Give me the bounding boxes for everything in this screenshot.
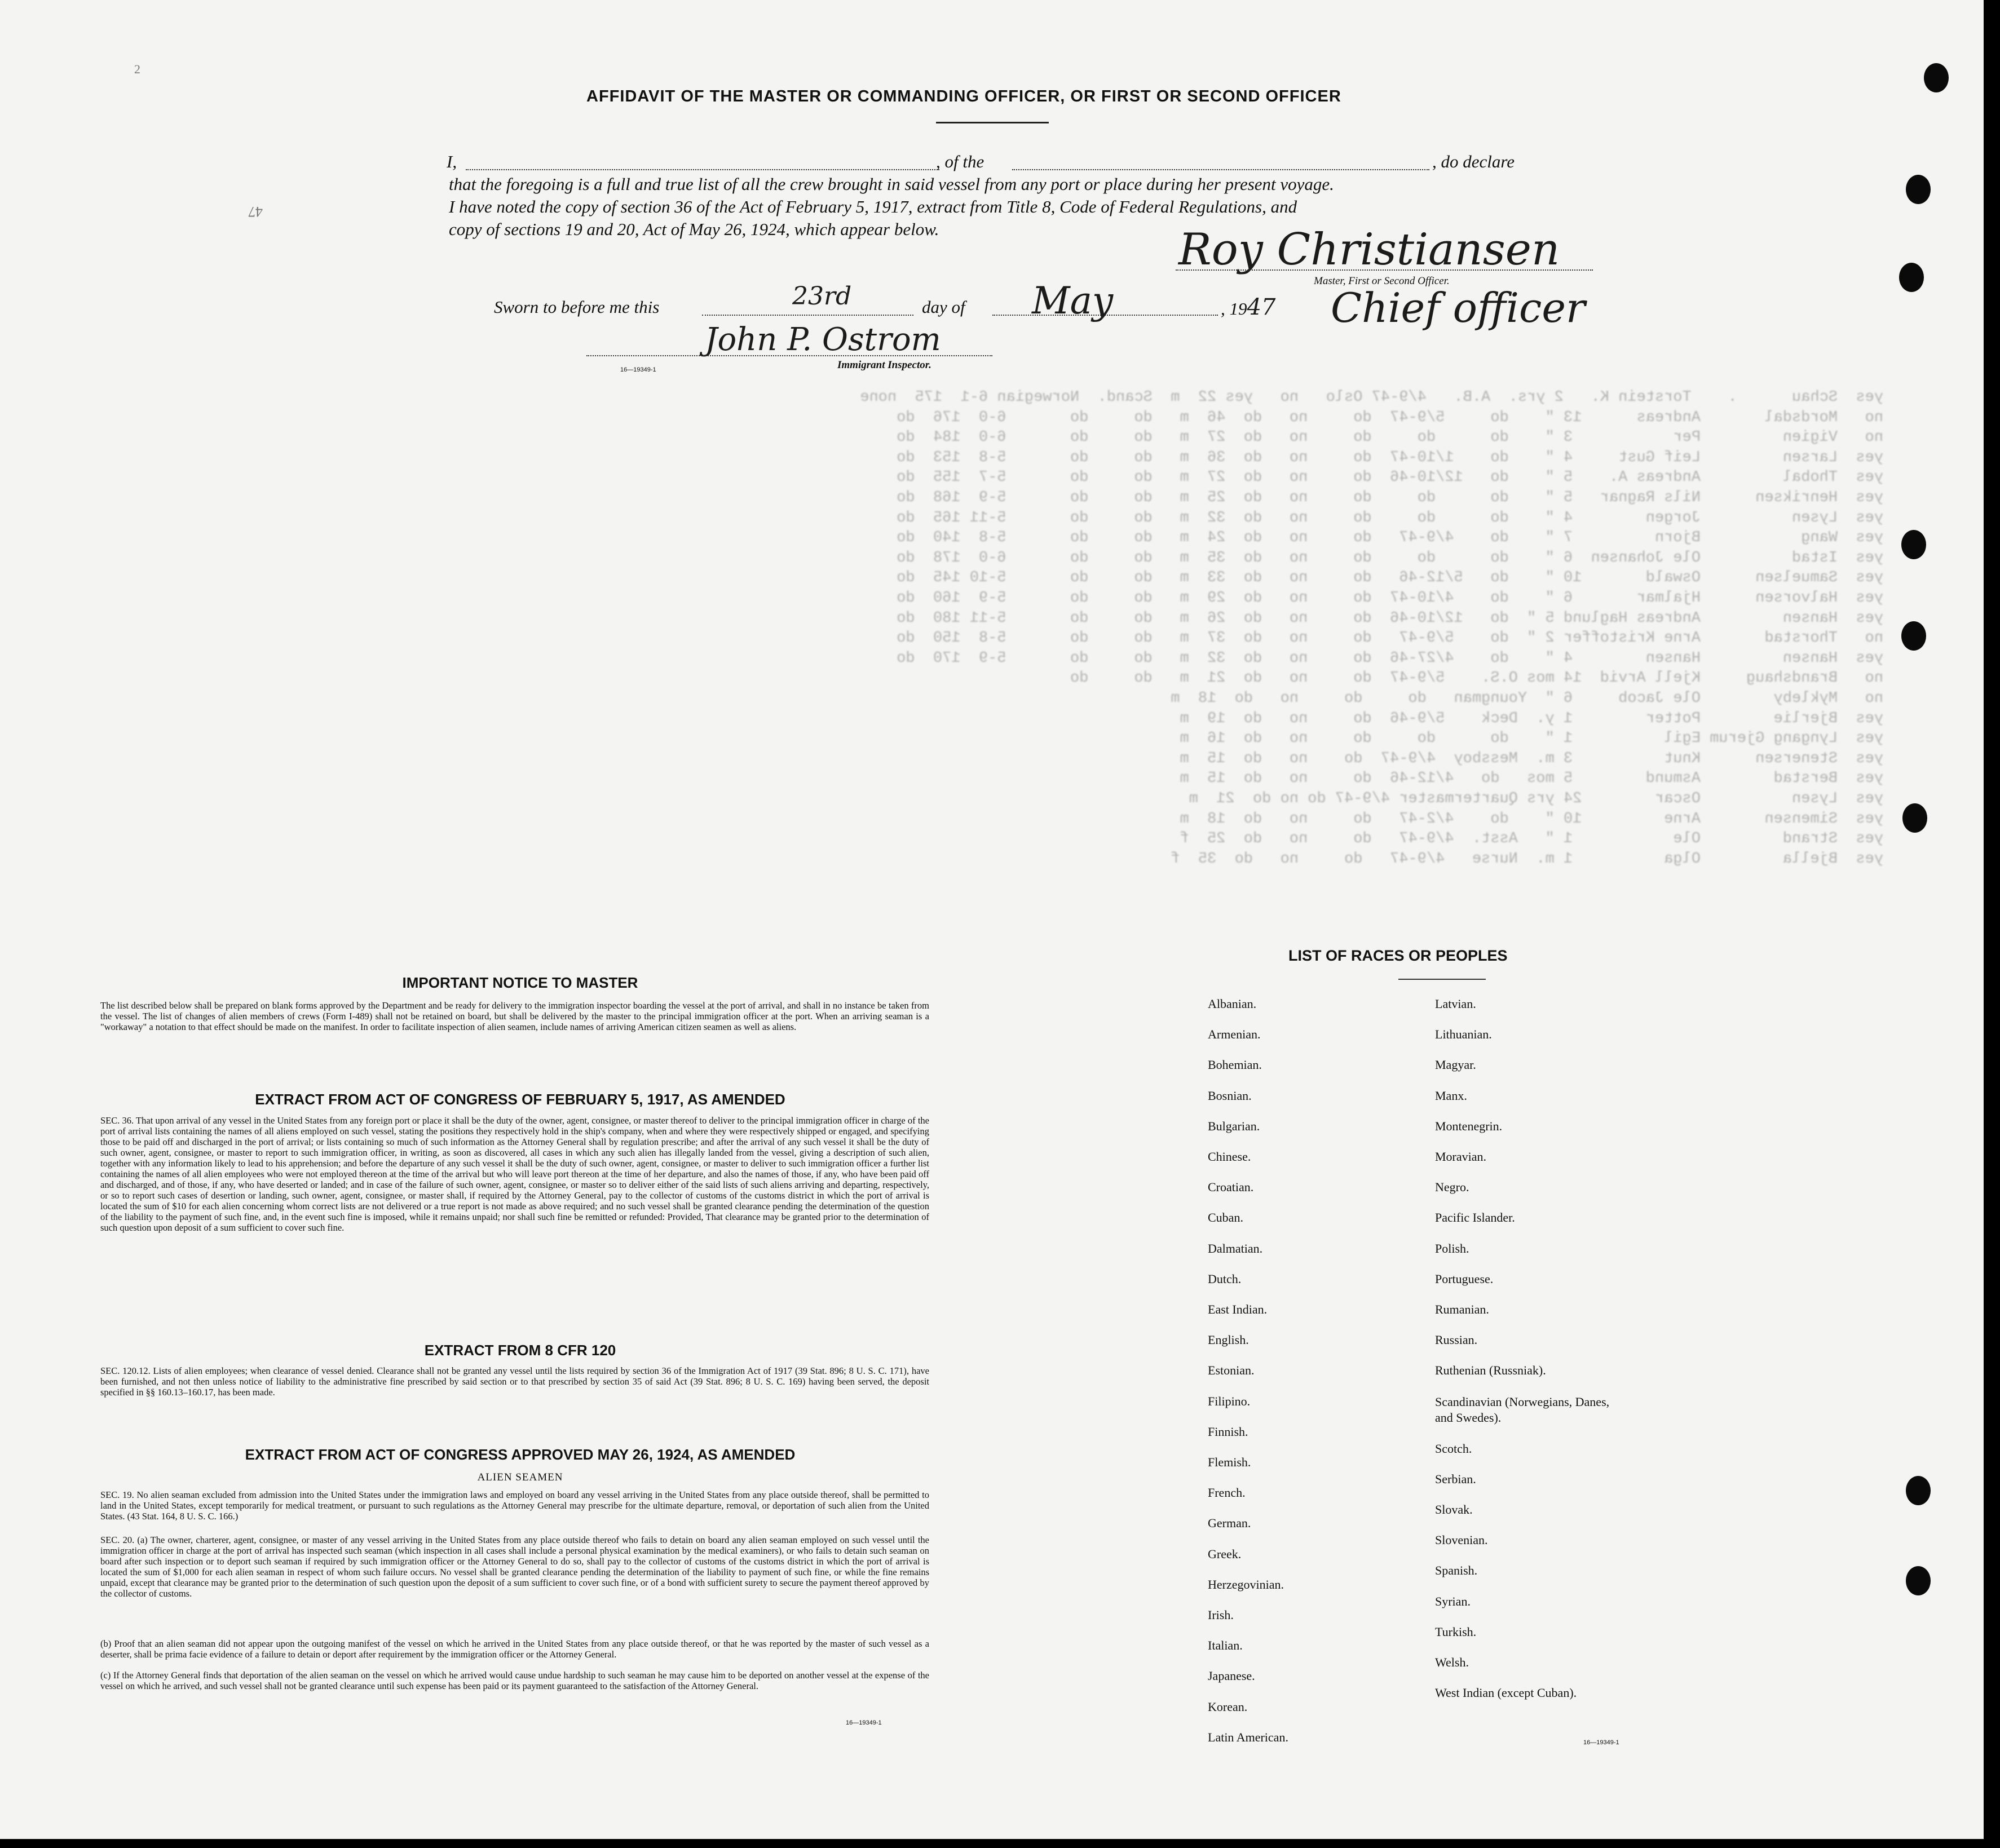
declaration-i: I, bbox=[447, 152, 457, 171]
notice-text: The list described below shall be prepared on blank forms approved by the Department and be ready for delivery to the immigration inspector boarding the vessel at the port of arrival, and shall in no instance be taken from the vessel. The list of changes of alien members of crews (Form I-489) shall not be retained on board, but shall be delivered by the master to the principal immigration officer at the port. When an arriving seaman is a "workaway" a notation to that effect should be made on the manifest. In order to facilitate inspection of alien seamen, include names of arriving American citizen seamen as well as aliens. bbox=[100, 1000, 929, 1032]
extract-cfr-title: EXTRACT FROM 8 CFR 120 bbox=[424, 1342, 616, 1359]
inspector-caption: Immigrant Inspector. bbox=[837, 359, 931, 371]
race-item: Negro. bbox=[1435, 1180, 1469, 1195]
race-item: Spanish. bbox=[1435, 1563, 1478, 1578]
bleed-through-row: yes Berstad Asmund 5 mos do 4/12-46 do no do 15 m bbox=[1180, 770, 1883, 788]
race-item: Magyar. bbox=[1435, 1058, 1476, 1072]
race-item: Bulgarian. bbox=[1208, 1118, 1260, 1133]
punch-hole bbox=[1906, 1566, 1931, 1595]
sworn-day-of: day of bbox=[922, 297, 965, 317]
race-item: Dalmatian. bbox=[1208, 1241, 1263, 1255]
name-blank bbox=[466, 169, 939, 170]
race-item: Filipino. bbox=[1208, 1394, 1251, 1408]
bleed-through-row: yes Lyngang Gjerum Egil 1 " do do do no do 16 m bbox=[1180, 730, 1883, 748]
bleed-through-row: yes Schau . Torstein K. 2 yrs. A.B. 4/9-47 Oslo no yes 22 m Scand. Norwegian 6-1 175 none bbox=[860, 389, 1883, 406]
master-signature: Roy Christiansen bbox=[1178, 224, 1560, 275]
signature-line bbox=[1176, 269, 1593, 271]
bleed-through-row: yes Thobal Andreas A. 5 " do 12/10-46 do no do 27 m do do 5-7 155 do bbox=[897, 469, 1883, 487]
punch-hole bbox=[1899, 263, 1924, 292]
race-item: Latvian. bbox=[1435, 997, 1476, 1011]
bleed-through-row: yes Wang Bjorn 7 " do 4/9-47 do no do 24 m do do 5-8 140 do bbox=[897, 529, 1883, 547]
race-item: Estonian. bbox=[1208, 1363, 1255, 1378]
margin-mark: 47 bbox=[248, 204, 263, 220]
race-item: French. bbox=[1208, 1486, 1246, 1500]
punch-hole bbox=[1902, 803, 1927, 833]
bleed-through-row: yes Istad Ole Johansen 6 " do do do no do 35 m do do 6-0 178 do bbox=[897, 549, 1883, 567]
corner-page-number: 2 bbox=[134, 62, 140, 76]
sworn-year-prefix: , 19 bbox=[1221, 299, 1247, 319]
bleed-through-row: yes Larsen Leif Gust 4 " do 1/10-47 do no do 36 m do do 5-8 153 do bbox=[897, 449, 1883, 466]
extract-form-number: 16—19349-1 bbox=[846, 1719, 882, 1726]
extract-cfr-text: SEC. 120.12. Lists of alien employees; when clearance of vessel denied. Clearance shall not be granted any vessel until the lists required by section 36 of the Immigration Act of 1917 (39 Stat. 896; 8 U. S. C. 171), have been furnished, and not then unless notice of liability to the administrative fine prescribed by said section or to that prescribed by section 35 of said Act (39 Stat. 896; 8 U. S. C. 169) having been served, the deposit specified in §§ 160.13–160.17, has been made. bbox=[100, 1365, 929, 1398]
race-item: Slovak. bbox=[1435, 1502, 1473, 1517]
bleed-through-row: no Mordsdal Andreas 13 " do 5/9-47 do no do 46 m do do 6-0 176 do bbox=[897, 409, 1883, 426]
extract-1924-sec20c: (c) If the Attorney General finds that deportation of the alien seaman on the vessel on which he arrived would cause undue hardship to such seaman he may cause him to be deported on another vessel at the expense of the vessel on which he arrived, and such vessel shall not be granted clearance until such expense has been paid or its payment guaranteed to the satisfaction of the Attorney General. bbox=[100, 1670, 929, 1691]
race-item: Welsh. bbox=[1435, 1655, 1469, 1669]
race-item: Japanese. bbox=[1208, 1669, 1255, 1683]
race-item: Scandinavian (Norwegians, Danes, and Swedes). bbox=[1435, 1394, 1610, 1425]
sworn-prefix: Sworn to before me this bbox=[494, 297, 660, 317]
extract-1924-sec20a: SEC. 20. (a) The owner, charterer, agent, consignee, or master of any vessel arriving in the United States from any place outside thereof who fails to detain on board any alien seaman employed on such vessel until the immigration officer in charge at the port of arrival has inspected such seaman (which inspection in all cases shall include a personal physical examination by the medical examiners), or who fails to detain such seaman on board after such inspection or to deport such seaman if required by such immigration officer or the Attorney General to do so, shall pay to the collector of customs of the customs district in which the port of arrival is located the sum of $1,000 for each alien seaman in respect of whom such failure occurs. No vessel shall be granted clearance pending the determination of the liability to payment of such fine, or while the fine remains unpaid, except that clearance may be granted prior to the determination of such question upon the deposit of a sum sufficient to cover such fine, or of a bond with sufficient surety to secure the payment thereof approved by the collector of customs. bbox=[100, 1535, 929, 1599]
race-item: Manx. bbox=[1435, 1088, 1467, 1103]
bleed-through-row: yes Bjella Olga 1 m. Nurse 4/9-47 do no do 35 f bbox=[1171, 850, 1883, 868]
notice-title: IMPORTANT NOTICE TO MASTER bbox=[402, 974, 638, 991]
bleed-through-row: yes Lysen Oscar 24 yrs Quartermaster 4/9-47 do no do 21 m bbox=[1189, 790, 1883, 807]
race-item: Scotch. bbox=[1435, 1441, 1472, 1456]
race-item: Montenegrin. bbox=[1435, 1118, 1503, 1133]
bleed-through-row: yes Henriksen Nils Ragnar 5 " do do do no do 25 m do do 5-9 168 do bbox=[897, 489, 1883, 506]
extract-1924-sec20b: (b) Proof that an alien seaman did not appear upon the outgoing manifest of the vessel on which he arrived in the United States from any place outside thereof, or that he was reported by the master of such vessel as a deserter, shall be prima facie evidence of a failure to detain or deport after requirement by the immigration officer or the Attorney General. bbox=[100, 1638, 929, 1660]
officer-role-handwritten: Chief officer bbox=[1331, 284, 1586, 331]
declaration-of-the: , of the bbox=[936, 152, 984, 171]
punch-hole bbox=[1906, 1476, 1931, 1505]
race-item: Armenian. bbox=[1208, 1027, 1261, 1042]
bleed-through-row: no Mykleby Ole Jacob 6 " Youngman do do no do 18 m bbox=[1171, 690, 1883, 707]
race-item: Albanian. bbox=[1208, 997, 1257, 1011]
race-item: Greek. bbox=[1208, 1546, 1242, 1561]
race-item: Lithuanian. bbox=[1435, 1027, 1492, 1042]
inspector-line bbox=[586, 355, 992, 356]
bleed-through-row: yes Hansen Andreas Haglund 5 " do 12/10-46 do no do 26 m do do 5-11 180 do bbox=[897, 609, 1883, 627]
race-item: Syrian. bbox=[1435, 1594, 1471, 1608]
declaration-line-2: that the foregoing is a full and true list of all the crew brought in said vessel from any port or place during her present voyage. bbox=[449, 174, 1334, 194]
bleed-through-row: yes Strand Ole 1 " Asst. 4/9-47 do no do 25 f bbox=[1180, 830, 1883, 848]
bleed-through-row: yes Stenersen Knut 3 m. Messboy 4/9-47 do no do 15 m bbox=[1180, 750, 1883, 767]
race-item: Herzegovinian. bbox=[1208, 1577, 1284, 1591]
bleed-through-row: yes Hansen Hansen 4 " do 4/27-46 do no do 32 m do do 5-9 170 do bbox=[897, 649, 1883, 667]
bleed-through-row: yes Lysen Jorgen 4 " do do do no do 32 m do do 5-11 165 do bbox=[897, 509, 1883, 527]
inspector-signature: John P. Ostrom bbox=[705, 321, 941, 358]
race-item: Irish. bbox=[1208, 1608, 1234, 1622]
bleed-through-row: yes Halvorsen Hjalmar 6 " do 4/10-47 do no do 29 m do do 5-9 160 do bbox=[897, 590, 1883, 607]
bleed-through-row: no Vigien Per 3 " do do do no do 27 m do do 6-0 184 do bbox=[897, 429, 1883, 446]
race-item: Chinese. bbox=[1208, 1150, 1251, 1164]
page-title: AFFIDAVIT OF THE MASTER OR COMMANDING OFFICER, OR FIRST OR SECOND OFFICER bbox=[586, 87, 1341, 105]
race-item: Slovenian. bbox=[1435, 1533, 1488, 1548]
race-item: Pacific Islander. bbox=[1435, 1210, 1515, 1225]
extract-1924-subtitle: ALIEN SEAMEN bbox=[477, 1471, 563, 1483]
races-title: LIST OF RACES OR PEOPLES bbox=[1288, 947, 1508, 964]
race-item: Polish. bbox=[1435, 1241, 1469, 1255]
bleed-through-row: no Brandshaug Kjell Arvid 14 mos O.S. 5/9-47 do no do 21 m do do bbox=[1070, 670, 1883, 687]
race-item: East Indian. bbox=[1208, 1302, 1268, 1316]
extract-1924-title: EXTRACT FROM ACT OF CONGRESS APPROVED MAY 26, 1924, AS AMENDED bbox=[245, 1446, 796, 1463]
race-item: Latin American. bbox=[1208, 1730, 1288, 1744]
sworn-year: 47 bbox=[1247, 294, 1276, 320]
punch-hole bbox=[1906, 175, 1931, 204]
master-caption: Master, First or Second Officer. bbox=[1314, 275, 1450, 287]
race-item: English. bbox=[1208, 1333, 1249, 1347]
race-item: Dutch. bbox=[1208, 1271, 1242, 1286]
vessel-blank bbox=[1012, 169, 1429, 170]
races-form-number: 16—19349-1 bbox=[1583, 1739, 1619, 1746]
race-item: West Indian (except Cuban). bbox=[1435, 1686, 1577, 1700]
bleed-through-row: yes Samuelsen Oswald 10 " do 5/12-46 do no do 33 m do do 5-10 145 do bbox=[897, 569, 1883, 587]
race-item: Portuguese. bbox=[1435, 1271, 1494, 1286]
declaration-line-3: I have noted the copy of section 36 of the Act of February 5, 1917, extract from Title 8, Code of Federal Regulations, and bbox=[449, 197, 1297, 216]
race-item: Flemish. bbox=[1208, 1455, 1251, 1469]
punch-hole bbox=[1901, 621, 1926, 651]
sworn-month: May bbox=[1032, 279, 1114, 322]
race-item: Bohemian. bbox=[1208, 1058, 1262, 1072]
race-item: Bosnian. bbox=[1208, 1088, 1252, 1103]
race-item: Ruthenian (Russniak). bbox=[1435, 1363, 1546, 1378]
race-item: Italian. bbox=[1208, 1638, 1243, 1653]
day-blank bbox=[702, 315, 913, 316]
race-item: Serbian. bbox=[1435, 1471, 1476, 1486]
extract-1917-title: EXTRACT FROM ACT OF CONGRESS OF FEBRUARY 5, 1917, AS AMENDED bbox=[255, 1091, 785, 1108]
race-item: Croatian. bbox=[1208, 1180, 1254, 1195]
extract-1917-text: SEC. 36. That upon arrival of any vessel in the United States from any foreign port or place it shall be the duty of the owner, agent, consignee, or master thereof to deliver to the principal immigration officer in charge of the port of arrival lists containing the names of all aliens employed on such vessel, stating the positions they respectively hold in the ship's company, when and where they were respectively shipped or engaged, and specifying those to be paid off and discharged in the port of arrival; or lists containing so much of such information as the Attorney General shall by regulation prescribe; and after the arrival of any such vessel it shall be the duty of such owner, agent, consignee, or master to report to such immigration officer, in writing, as soon as discovered, all cases in which any such alien has illegally landed from the vessel, giving a description of such alien, together with any information likely to lead to his apprehension; and before the departure of any such vessel it shall be the duty of such owner, agent, consignee, or master to deliver to such immigration officer a further list containing the names of all alien employees who were not employed thereon at the time of the arrival but who will leave port thereon at the time of her departure, and also the names of those, if any, who have been paid off and discharged, and of those, if any, who have deserted or landed; and in case of the failure of such owner, agent, consignee, or master so to deliver either of the said lists of such aliens arriving and departing, respectively, or so to report such cases of desertion or landing, such owner, agent, consignee, or master shall, if required by the Attorney General, pay to the collector of customs of the customs district in which the port of arrival is located the sum of $10 for each alien concerning whom correct lists are not delivered or a true report is not made as above required; and no such vessel shall be granted clearance pending the determination of the question of the liability to the payment of such fine, and, in the event such fine is imposed, while it remains unpaid; nor shall such fine be remitted or refunded: Provided, That clearance may be granted prior to the determination of such question upon deposit of a sum sufficient to cover such fine. bbox=[100, 1115, 929, 1233]
race-item: Cuban. bbox=[1208, 1210, 1243, 1225]
race-item: Finnish. bbox=[1208, 1424, 1248, 1439]
race-item: Rumanian. bbox=[1435, 1302, 1489, 1316]
inspector-form-number: 16—19349-1 bbox=[620, 366, 656, 373]
races-title-underline bbox=[1398, 979, 1486, 980]
race-item: German. bbox=[1208, 1516, 1251, 1531]
race-item: Korean. bbox=[1208, 1699, 1248, 1714]
punch-hole bbox=[1901, 530, 1926, 559]
sworn-day: 23rd bbox=[792, 282, 852, 311]
race-item: Turkish. bbox=[1435, 1624, 1477, 1639]
declaration-line-4: copy of sections 19 and 20, Act of May 26, 1924, which appear below. bbox=[449, 219, 939, 239]
race-item: Russian. bbox=[1435, 1333, 1478, 1347]
extract-1924-sec19: SEC. 19. No alien seaman excluded from admission into the United States under the immigration laws and employed on board any vessel arriving in the United States from any place outside thereof, shall be permitted to land in the United States, except temporarily for medical treatment, or pursuant to such regulations as the Attorney General may prescribe for the ultimate departure, removal, or deportation of such alien from the United States. (43 Stat. 164, 8 U. S. C. 166.) bbox=[100, 1489, 929, 1522]
bleed-through-row: yes Bjerlie Potter 1 y. Deck 5/9-46 do no do 19 m bbox=[1180, 710, 1883, 727]
title-underline bbox=[936, 122, 1049, 123]
declaration-line-1 bbox=[447, 151, 457, 173]
race-item: Moravian. bbox=[1435, 1150, 1487, 1164]
bleed-through-row: yes Simensen Arne 10 " do 4/2-47 do no do 18 m bbox=[1180, 810, 1883, 828]
declaration-do-declare: , do declare bbox=[1432, 152, 1515, 171]
punch-hole bbox=[1924, 63, 1949, 92]
bleed-through-row: no Thorstad Arne Kristoffer 2 " do 5/9-47 do no do 37 m do do 5-8 150 do bbox=[897, 630, 1883, 647]
